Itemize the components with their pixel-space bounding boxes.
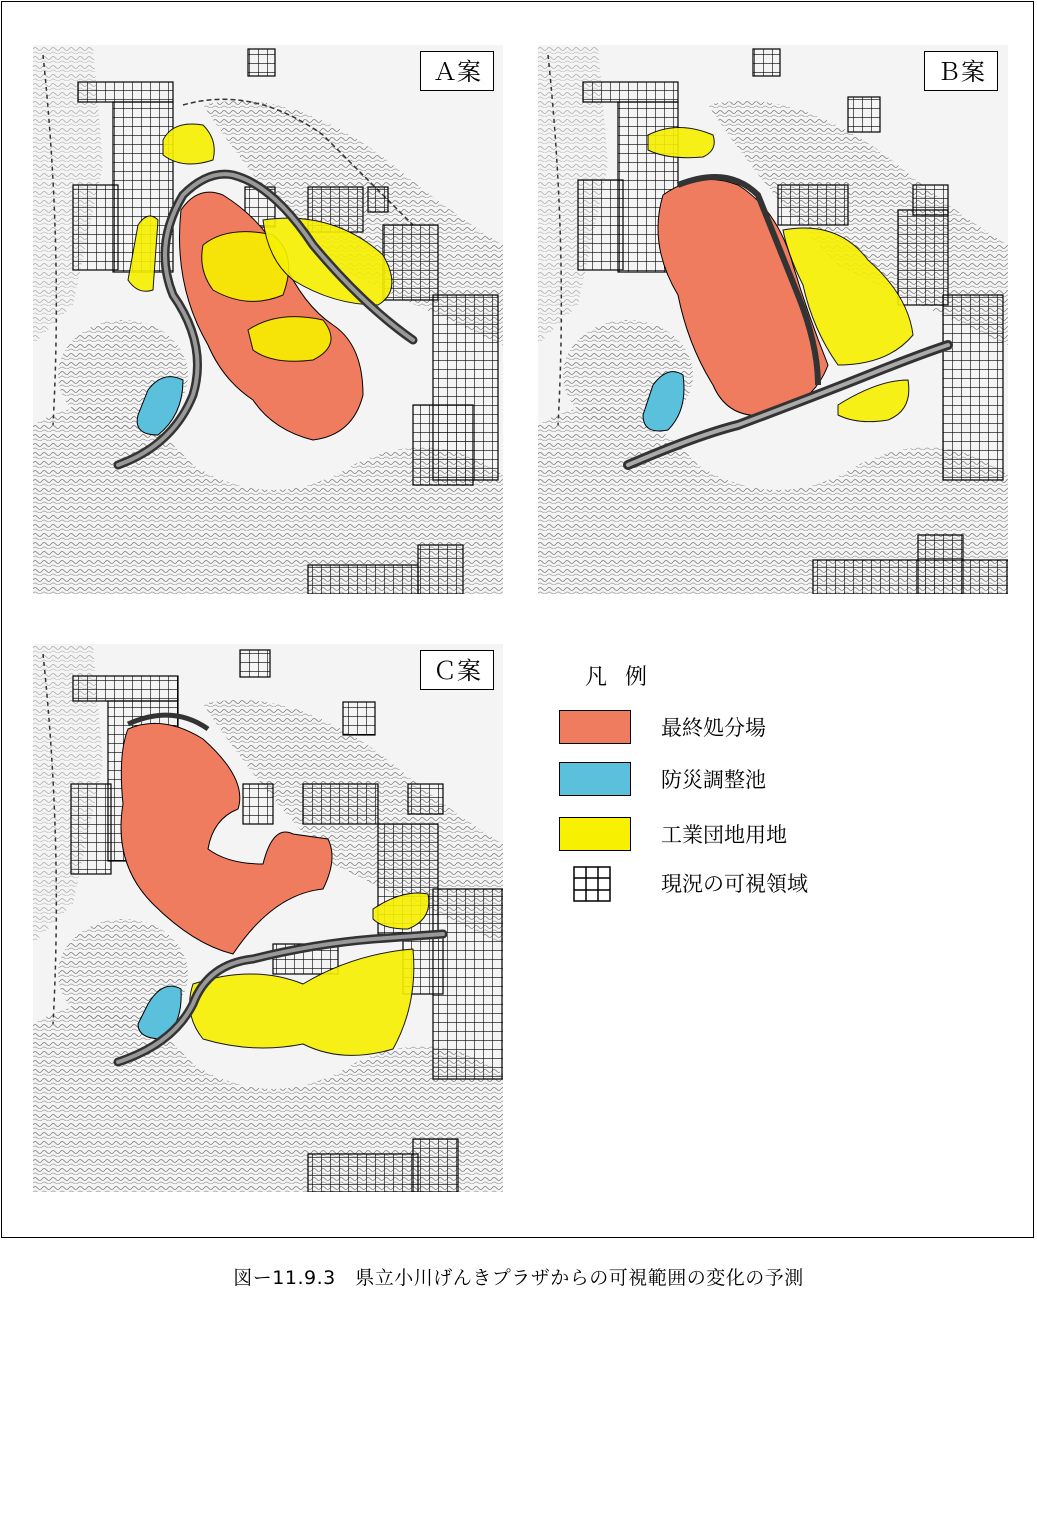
map-b-drawing [538, 45, 1008, 594]
map-plan-a [33, 45, 503, 594]
map-plan-b [538, 45, 1008, 594]
plan-label-b: Ｂ案 [924, 51, 998, 91]
legend-label: 工業団地用地 [661, 823, 787, 847]
figure-caption: 図ー11.9.3 県立小川げんきプラザからの可視範囲の変化の予測 [233, 1267, 804, 1289]
retention-pond-swatch-icon [559, 762, 631, 796]
industrial-land-swatch-icon [559, 817, 631, 851]
landfill-swatch-icon [559, 710, 631, 744]
map-plan-c [33, 644, 503, 1192]
legend-item-visible-area [555, 866, 955, 906]
legend-title: 凡例 [585, 665, 666, 690]
plan-label-a: Ａ案 [420, 51, 494, 91]
map-a-drawing [33, 45, 503, 594]
legend-label: 防災調整池 [661, 768, 766, 792]
plan-label-c: Ｃ案 [420, 650, 494, 690]
legend-item-landfill [555, 710, 955, 750]
map-legend [555, 660, 975, 920]
legend-item-retention-pond [555, 762, 955, 802]
map-c-drawing [33, 644, 503, 1192]
legend-label: 最終処分場 [661, 716, 766, 740]
legend-label: 現況の可視領域 [661, 872, 808, 896]
grid-swatch-icon [573, 866, 611, 902]
legend-item-industrial-land [555, 817, 955, 857]
